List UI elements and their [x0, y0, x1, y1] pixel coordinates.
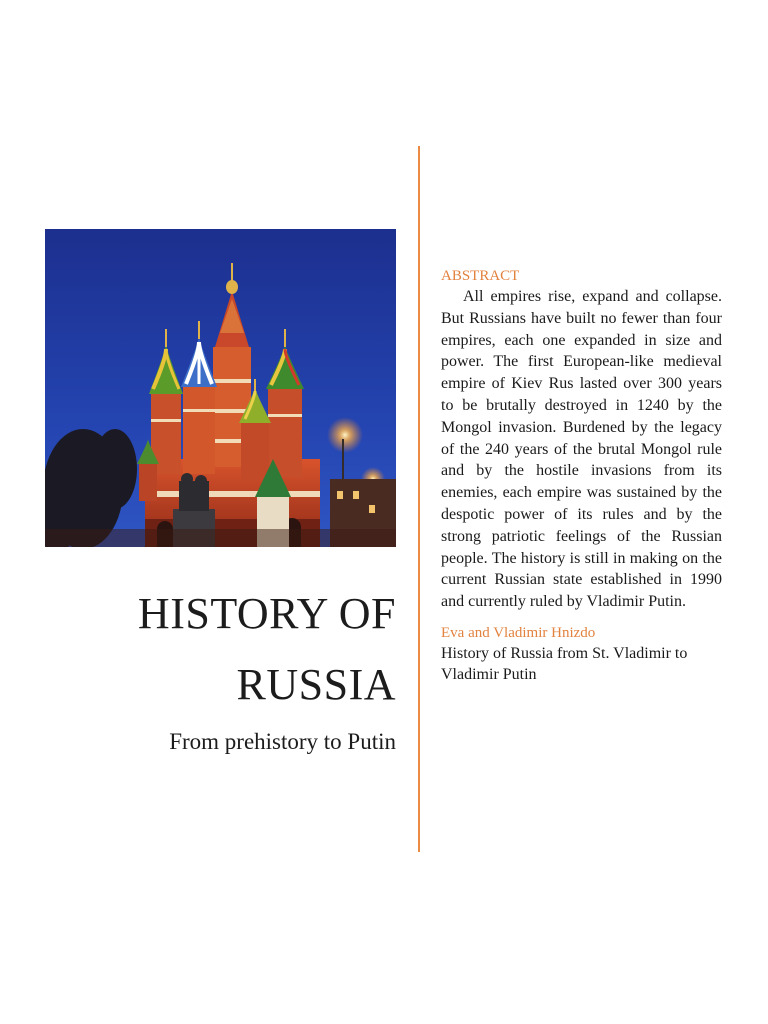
author-name: Eva and Vladimir Hnizdo: [441, 624, 596, 641]
cover-photo: [45, 229, 396, 547]
book-subtitle: History of Russia from St. Vladimir to Vladimir Putin: [441, 644, 688, 683]
title-line-1: HISTORY OF: [137, 589, 396, 638]
abstract-body: All empires rise, expand and collapse. But Russians have built no fewer than four empires, each one expanded in size and power. The first European-like medieval empire of Kiev Rus lasted over 300 years to be brutally destroyed in 1240 by the Mongol invasion. Burdened by the legacy of the 240 years of the brutal Mongol rule and by the hostile invasions from its enemies, each empire was sustained by the despotic power of its rules and by the strong patriotic feelings of the Russian people. The history is still in making on the current Russian state established in 1990 and currently ruled by Vladimir Putin.: [441, 288, 722, 611]
vertical-divider: [418, 146, 420, 852]
abstract-label: ABSTRACT: [441, 268, 520, 284]
title-line-2: RUSSIA: [236, 660, 396, 709]
st-basils-cathedral-illustration: [45, 229, 396, 547]
subtitle: From prehistory to Putin: [169, 729, 396, 754]
abstract-column: [441, 266, 722, 685]
